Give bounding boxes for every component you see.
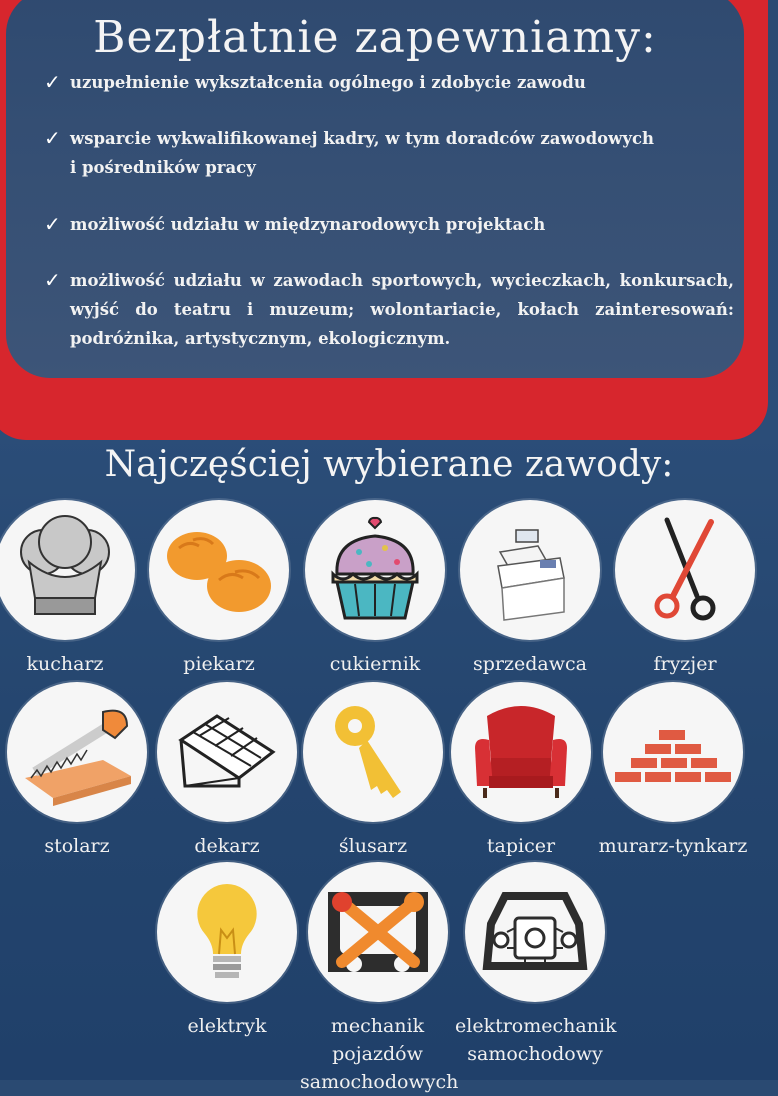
profession-label: ślusarz (338, 835, 408, 857)
benefit-item (44, 68, 734, 97)
benefits-panel (6, 0, 744, 378)
checkmark-icon: ✓ (44, 268, 61, 292)
profession-label: fryzjer (653, 653, 717, 675)
bread-rolls-icon (149, 500, 289, 640)
benefits-frame (0, 0, 768, 440)
profession-tile (598, 682, 748, 860)
profession-label: piekarz (183, 653, 255, 675)
profession-tile (298, 682, 448, 860)
profession-label: sprzedawca (473, 653, 587, 675)
armchair-icon (451, 682, 591, 822)
wrench-car-icon (308, 862, 448, 1002)
roof-panel-icon (157, 682, 297, 822)
checkmark-icon: ✓ (44, 126, 61, 150)
profession-tile (446, 682, 596, 860)
profession-tile (0, 500, 140, 678)
benefit-text: wsparcie wykwalifikowanej kadry, w tym doradców zawodowych i pośredników pracy (70, 129, 654, 177)
benefit-text: możliwość udziału w międzynarodowych projektach (70, 215, 546, 234)
profession-label: elektromechanik samochodowy (455, 1015, 617, 1065)
benefit-text: możliwość udziału w zawodach sportowych, wycieczkach, konkursach, wyjść do teatru i muzeum; wolontariacie, kołach zainteresowań: podróżnika, artystycznym, ekologicznym. (70, 271, 734, 348)
profession-tile (152, 682, 302, 860)
profession-tile (144, 500, 294, 678)
profession-tile (455, 862, 615, 1068)
benefit-text: uzupełnienie wykształcenia ogólnego i zdobycie zawodu (70, 73, 586, 92)
profession-tile (300, 500, 450, 678)
profession-tile (610, 500, 760, 678)
benefits-title: Bezpłatnie zapewniamy: (93, 12, 657, 63)
profession-label: cukiernik (329, 653, 421, 675)
benefit-item (44, 210, 734, 239)
benefit-item (44, 266, 734, 353)
cash-register-icon (460, 500, 600, 640)
scissors-icon (615, 500, 755, 640)
profession-label: stolarz (44, 835, 110, 857)
checkmark-icon: ✓ (44, 212, 61, 236)
saw-icon (7, 682, 147, 822)
profession-tile (300, 862, 459, 1096)
brick-wall-icon (603, 682, 743, 822)
profession-tile (2, 682, 152, 860)
light-bulb-icon (157, 862, 297, 1002)
profession-tile (455, 500, 605, 678)
profession-tile (152, 862, 302, 1040)
checkmark-icon: ✓ (44, 70, 61, 94)
profession-label: kucharz (26, 653, 104, 675)
profession-label: dekarz (194, 835, 260, 857)
professions-title: Najczęściej wybierane zawody: (104, 444, 674, 485)
profession-label: elektryk (187, 1015, 267, 1037)
benefit-item (44, 124, 654, 182)
car-chip-icon (465, 862, 605, 1002)
profession-label: mechanik pojazdów samochodowych (300, 1015, 459, 1093)
key-icon (303, 682, 443, 822)
profession-label: tapicer (486, 835, 556, 857)
chef-hat-icon (0, 500, 135, 640)
cupcake-icon (305, 500, 445, 640)
profession-label: murarz-tynkarz (598, 835, 748, 857)
